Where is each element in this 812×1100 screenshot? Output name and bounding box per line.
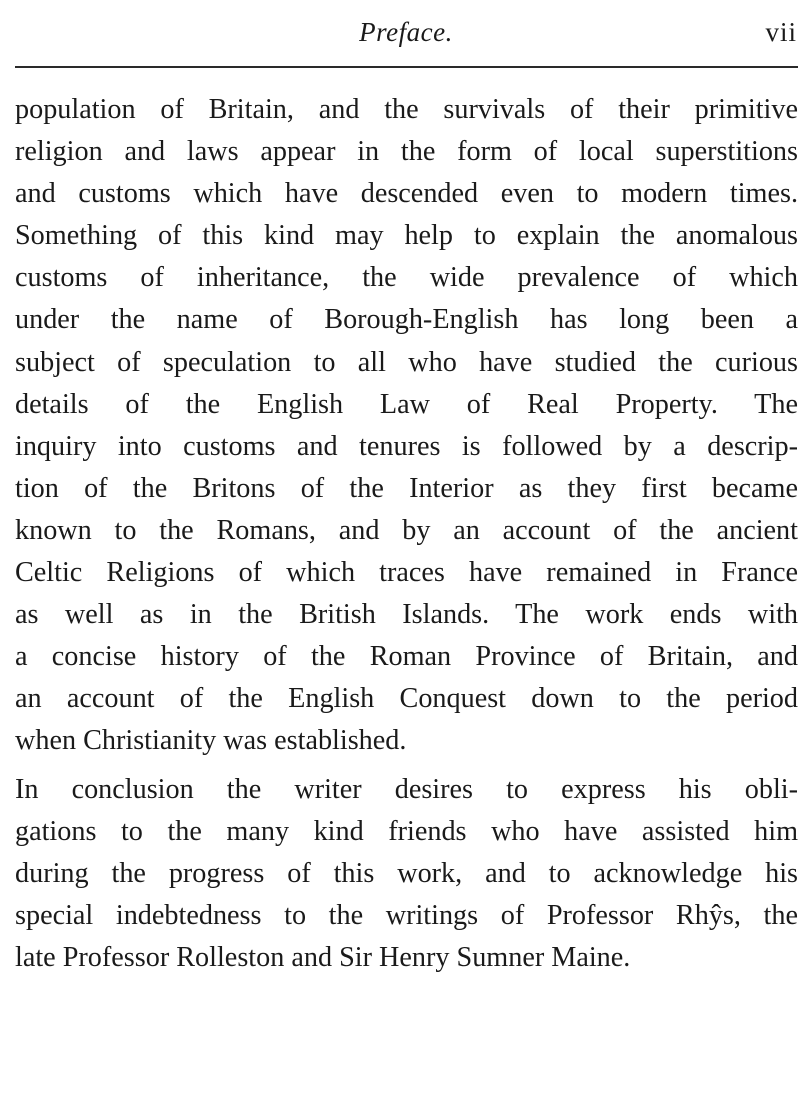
text-line: Celtic Religions of which traces have remained in France	[15, 557, 798, 589]
text-line: and customs which have descended even to modern times.	[15, 178, 798, 210]
page-header	[15, 10, 797, 50]
text-line: a concise history of the Roman Province of Britain, and	[15, 641, 798, 673]
text-line: population of Britain, and the survivals of their primitive	[15, 94, 798, 125]
header-rule	[15, 66, 798, 68]
text-line: when Christianity was established.	[15, 725, 407, 757]
text-line: during the progress of this work, and to acknowledge his	[15, 857, 798, 889]
text-line: details of the English Law of Real Property. The	[15, 388, 798, 420]
text-line: subject of speculation to all who have studied the curious	[15, 346, 798, 378]
running-title: Preface.	[359, 17, 453, 47]
text-line: Something of this kind may help to explain the anomalous	[15, 220, 798, 252]
body-text	[15, 89, 798, 979]
text-line: inquiry into customs and tenures is followed by a descrip-	[15, 430, 798, 462]
text-line: In conclusion the writer desires to express his obli-	[15, 773, 798, 805]
text-line: special indebtedness to the writings of Professor Rhŷs, the	[15, 899, 798, 931]
paragraph	[15, 769, 798, 979]
text-line: customs of inheritance, the wide prevalence of which	[15, 262, 798, 294]
text-line: under the name of Borough-English has long been a	[15, 304, 798, 336]
paragraph	[15, 89, 798, 763]
text-line: tion of the Britons of the Interior as they first became	[15, 472, 798, 504]
text-line: an account of the English Conquest down to the period	[15, 683, 798, 715]
text-line: late Professor Rolleston and Sir Henry Sumner Maine.	[15, 941, 631, 973]
text-line: known to the Romans, and by an account of the ancient	[15, 514, 798, 546]
text-line: gations to the many kind friends who have assisted him	[15, 815, 798, 847]
text-line: as well as in the British Islands. The work ends with	[15, 599, 798, 631]
text-line: religion and laws appear in the form of local superstitions	[15, 136, 798, 168]
page-number: vii	[765, 17, 797, 47]
